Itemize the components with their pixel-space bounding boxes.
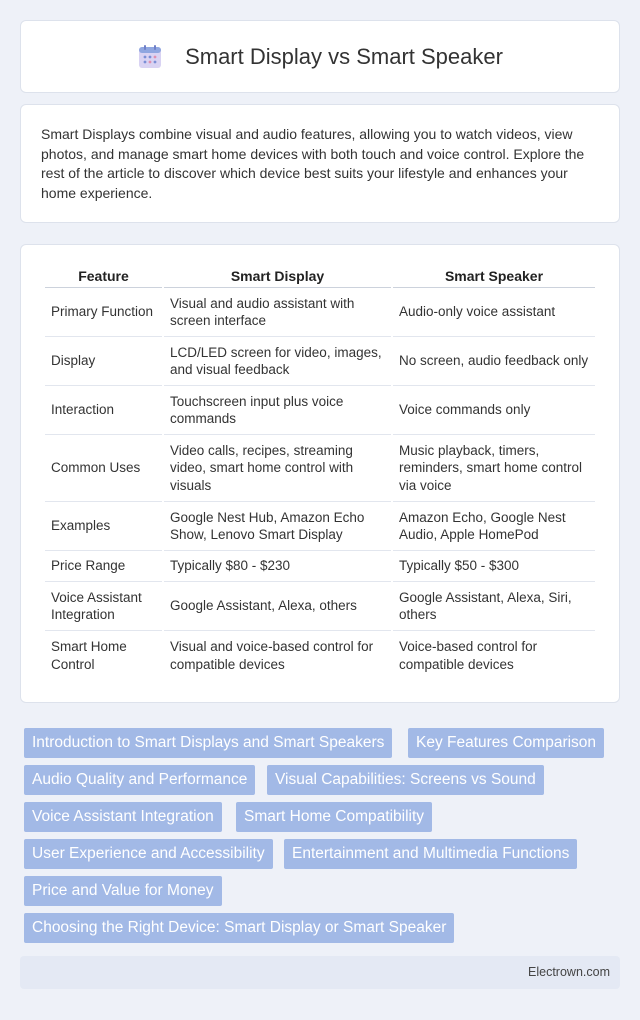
table-cell: Google Assistant, Alexa, others <box>164 582 391 631</box>
table-cell: Typically $50 - $300 <box>393 551 595 582</box>
tag-link[interactable]: Visual Capabilities: Screens vs Sound <box>267 765 544 795</box>
tag-link[interactable]: Key Features Comparison <box>408 728 604 758</box>
intro-card <box>20 104 620 223</box>
table-cell: Voice-based control for compatible devices <box>399 639 538 672</box>
table-cell: Smart Home Control <box>51 639 127 672</box>
tag-link[interactable]: Price and Value for Money <box>24 876 222 906</box>
table-cell: Visual and audio assistant with screen interface <box>164 288 391 337</box>
table-row <box>45 386 595 435</box>
table-cell: Google Nest Hub, Amazon Echo Show, Lenovo Smart Display <box>164 502 391 551</box>
table-cell: Voice Assistant Integration <box>45 582 162 631</box>
table-cell: Typically $80 - $230 <box>164 551 391 582</box>
table-row <box>45 551 595 582</box>
comparison-table-card <box>20 244 620 703</box>
table-row <box>45 582 595 631</box>
table-cell: Display <box>45 337 162 386</box>
table-cell: Google Assistant, Alexa, Siri, others <box>393 582 595 631</box>
tag-link[interactable]: User Experience and Accessibility <box>24 839 273 869</box>
table-cell: Audio-only voice assistant <box>393 288 595 337</box>
header-smart-speaker: Smart Speaker <box>393 263 595 288</box>
table-row <box>45 435 595 502</box>
table-row <box>45 631 595 680</box>
footer <box>20 956 620 989</box>
intro-text: Smart Displays combine visual and audio features, allowing you to watch videos, view photos, and manage smart home devices with both touch and voice control. Explore the rest of the article to discover which device best suits your lifestyle and enhances your home experience. <box>41 126 585 201</box>
header-smart-display: Smart Display <box>164 263 391 288</box>
table-row <box>45 288 595 337</box>
tag-link[interactable]: Smart Home Compatibility <box>236 802 432 832</box>
table-cell: Voice commands only <box>393 386 595 435</box>
table-cell: LCD/LED screen for video, images, and visual feedback <box>164 337 391 386</box>
table-row <box>45 502 595 551</box>
header-feature: Feature <box>45 263 162 288</box>
tag-link[interactable]: Choosing the Right Device: Smart Display or Smart Speaker <box>24 913 454 943</box>
title-card <box>20 20 620 93</box>
comparison-table <box>43 263 597 680</box>
table-cell: Examples <box>45 502 162 551</box>
table-cell: Interaction <box>45 386 162 435</box>
calendar-grid-icon <box>137 44 163 70</box>
table-cell: Price Range <box>45 551 162 582</box>
table-cell: Common Uses <box>45 435 162 502</box>
table-row <box>45 337 595 386</box>
table-cell: Video calls, recipes, streaming video, smart home control with visuals <box>164 435 391 502</box>
footer-site[interactable]: Electrown.com <box>528 965 610 979</box>
table-cell: Visual and voice-based control for compatible devices <box>170 639 374 672</box>
tag-link[interactable]: Voice Assistant Integration <box>24 802 222 832</box>
tag-link[interactable]: Audio Quality and Performance <box>24 765 255 795</box>
tag-link[interactable]: Entertainment and Multimedia Functions <box>284 839 577 869</box>
table-header-row <box>45 263 595 288</box>
table-cell: Music playback, timers, reminders, smart home control via voice <box>393 435 595 502</box>
table-cell: No screen, audio feedback only <box>393 337 595 386</box>
page-title: Smart Display vs Smart Speaker <box>185 43 503 69</box>
tag-link[interactable]: Introduction to Smart Displays and Smart Speakers <box>24 728 392 758</box>
table-cell: Amazon Echo, Google Nest Audio, Apple HomePod <box>393 502 595 551</box>
table-cell: Touchscreen input plus voice commands <box>164 386 391 435</box>
table-cell: Primary Function <box>45 288 162 337</box>
